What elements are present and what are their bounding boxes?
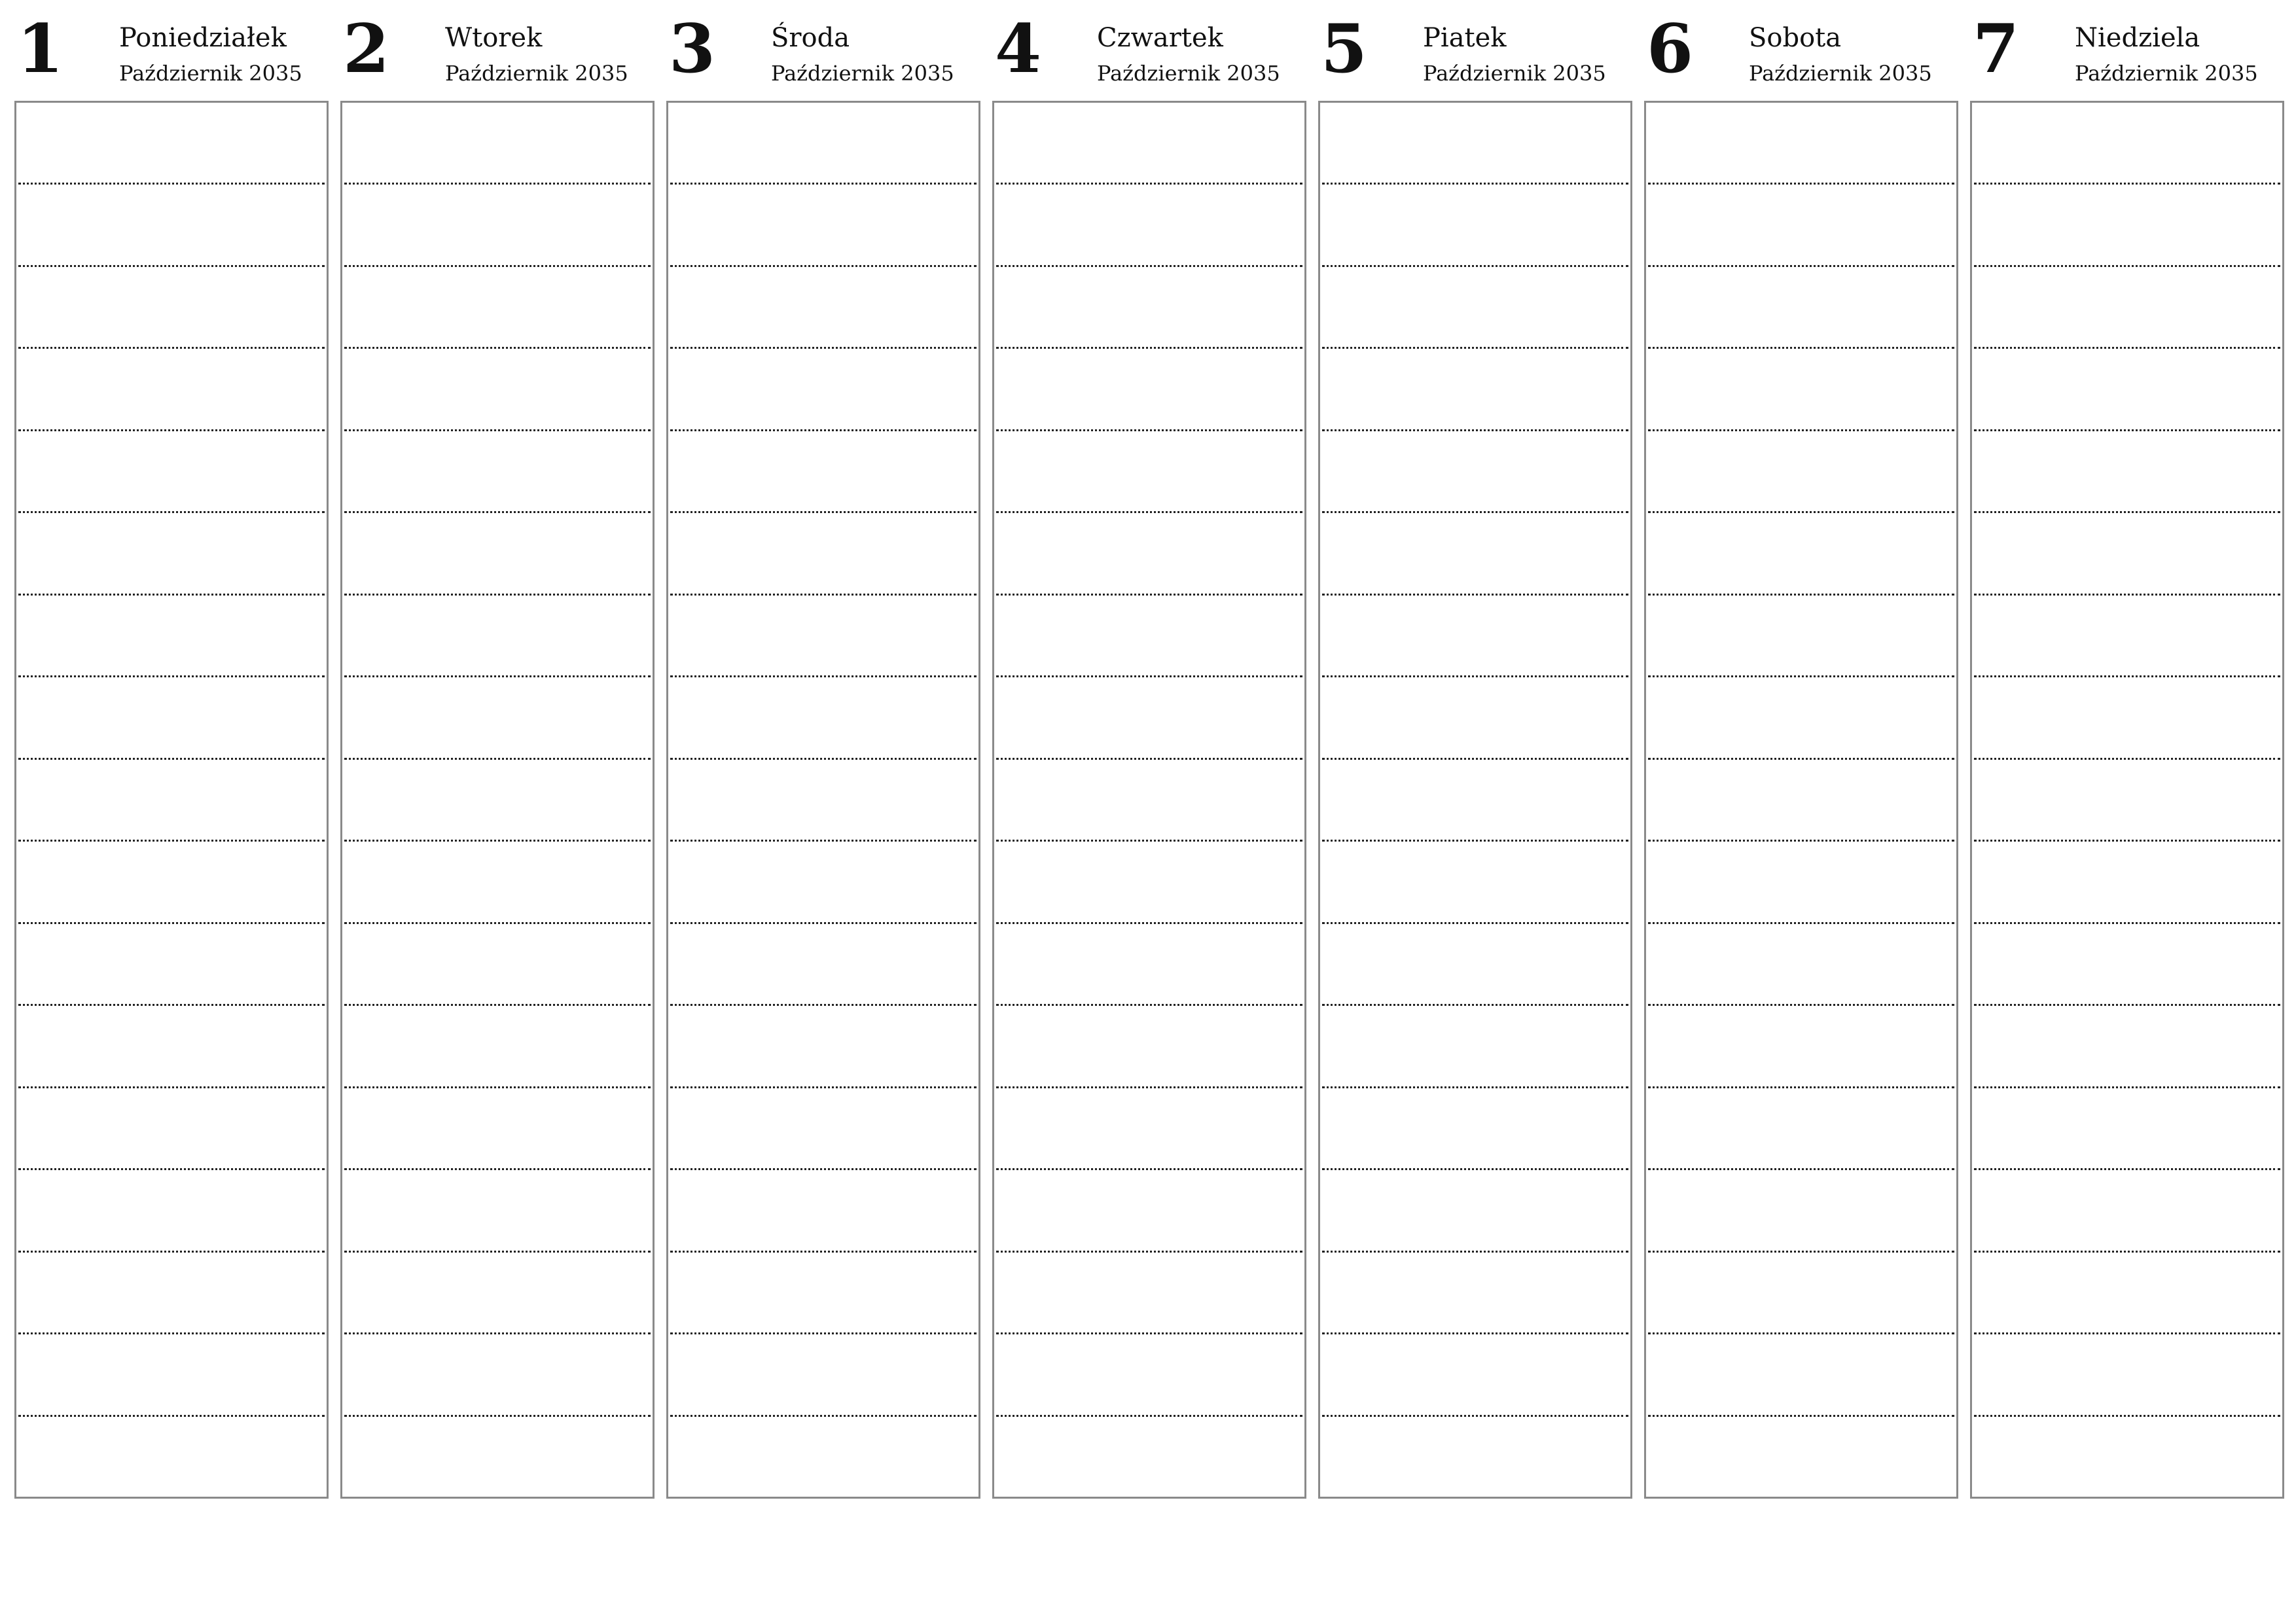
note-line[interactable] (1974, 596, 2280, 677)
note-line[interactable] (344, 513, 651, 595)
note-line[interactable] (1648, 103, 1954, 185)
day-column (1644, 12, 1957, 1499)
note-line[interactable] (18, 1334, 325, 1416)
note-line[interactable] (1648, 267, 1954, 349)
note-line[interactable] (996, 185, 1302, 266)
day-header (1644, 12, 1957, 101)
day-number: 2 (343, 10, 389, 88)
note-line[interactable] (1974, 677, 2280, 759)
note-line[interactable] (1648, 596, 1954, 677)
note-line[interactable] (1322, 1334, 1628, 1416)
note-line[interactable] (1974, 1006, 2280, 1088)
day-column (1970, 12, 2283, 1499)
note-line[interactable] (344, 1253, 651, 1334)
day-number: 7 (1973, 10, 2019, 88)
day-name: Wtorek (445, 23, 543, 53)
day-column (1318, 12, 1631, 1499)
note-line[interactable] (996, 677, 1302, 759)
weekly-planner (14, 12, 2283, 1499)
note-line[interactable] (670, 924, 977, 1006)
note-line[interactable] (1648, 677, 1954, 759)
note-line[interactable] (344, 1088, 651, 1170)
note-line[interactable] (670, 1006, 977, 1088)
note-line[interactable] (344, 103, 651, 185)
note-line[interactable] (670, 103, 977, 185)
day-month-label: Październik 2035 (2075, 61, 2258, 86)
note-line[interactable] (18, 267, 325, 349)
note-line[interactable] (1322, 1253, 1628, 1334)
note-line[interactable] (670, 677, 977, 759)
note-line[interactable] (996, 1170, 1302, 1252)
note-line[interactable] (18, 842, 325, 923)
day-name: Środa (771, 23, 850, 53)
note-line[interactable] (996, 1417, 1302, 1497)
day-name: Niedziela (2075, 23, 2200, 53)
note-line[interactable] (344, 1006, 651, 1088)
note-line[interactable] (1974, 349, 2280, 431)
note-line[interactable] (1974, 1417, 2280, 1497)
note-line[interactable] (18, 1006, 325, 1088)
note-line[interactable] (1648, 185, 1954, 266)
note-line[interactable] (1322, 1006, 1628, 1088)
note-line[interactable] (670, 760, 977, 842)
note-line[interactable] (670, 513, 977, 595)
note-line[interactable] (344, 349, 651, 431)
note-line[interactable] (670, 1417, 977, 1497)
note-line[interactable] (996, 267, 1302, 349)
day-month-label: Październik 2035 (1097, 61, 1280, 86)
note-line[interactable] (1322, 1170, 1628, 1252)
day-number: 5 (1321, 10, 1367, 88)
note-line[interactable] (1974, 1253, 2280, 1334)
day-header (340, 12, 653, 101)
note-line[interactable] (1648, 431, 1954, 513)
note-line[interactable] (996, 1006, 1302, 1088)
note-line[interactable] (344, 677, 651, 759)
note-line[interactable] (996, 349, 1302, 431)
note-line[interactable] (1974, 924, 2280, 1006)
day-number: 3 (669, 10, 715, 88)
note-line[interactable] (1648, 924, 1954, 1006)
day-column (340, 12, 653, 1499)
note-line[interactable] (18, 185, 325, 266)
day-number: 4 (995, 10, 1041, 88)
note-line[interactable] (670, 185, 977, 266)
day-notes-box[interactable] (340, 101, 655, 1499)
note-line[interactable] (18, 103, 325, 185)
note-line[interactable] (1322, 431, 1628, 513)
day-column (992, 12, 1305, 1499)
day-month-label: Październik 2035 (1423, 61, 1606, 86)
note-line[interactable] (1974, 513, 2280, 595)
note-line[interactable] (996, 103, 1302, 185)
day-notes-box[interactable] (1970, 101, 2284, 1499)
day-name: Poniedziałek (119, 23, 287, 53)
note-line[interactable] (996, 1088, 1302, 1170)
note-line[interactable] (996, 924, 1302, 1006)
note-line[interactable] (344, 760, 651, 842)
note-line[interactable] (670, 349, 977, 431)
note-line[interactable] (670, 842, 977, 923)
day-header (14, 12, 327, 101)
day-header (992, 12, 1305, 101)
note-line[interactable] (1974, 185, 2280, 266)
note-line[interactable] (344, 596, 651, 677)
note-line[interactable] (1322, 842, 1628, 923)
note-line[interactable] (18, 924, 325, 1006)
note-line[interactable] (1322, 103, 1628, 185)
note-line[interactable] (996, 1334, 1302, 1416)
day-column (666, 12, 979, 1499)
note-line[interactable] (18, 677, 325, 759)
note-line[interactable] (1648, 513, 1954, 595)
note-line[interactable] (1648, 842, 1954, 923)
note-line[interactable] (1974, 1088, 2280, 1170)
day-month-label: Październik 2035 (119, 61, 302, 86)
note-line[interactable] (1322, 677, 1628, 759)
note-line[interactable] (18, 760, 325, 842)
note-line[interactable] (344, 924, 651, 1006)
day-header (1318, 12, 1631, 101)
day-notes-box[interactable] (14, 101, 329, 1499)
day-month-label: Październik 2035 (1749, 61, 1932, 86)
note-line[interactable] (1648, 760, 1954, 842)
note-line[interactable] (1974, 842, 2280, 923)
note-line[interactable] (1322, 596, 1628, 677)
note-line[interactable] (344, 1334, 651, 1416)
day-header (666, 12, 979, 101)
note-line[interactable] (18, 596, 325, 677)
note-line[interactable] (18, 1170, 325, 1252)
note-line[interactable] (1974, 760, 2280, 842)
note-line[interactable] (670, 1334, 977, 1416)
note-line[interactable] (1974, 267, 2280, 349)
note-line[interactable] (18, 1253, 325, 1334)
note-line[interactable] (670, 1088, 977, 1170)
note-line[interactable] (18, 1417, 325, 1497)
day-name: Sobota (1749, 23, 1842, 53)
note-line[interactable] (1322, 349, 1628, 431)
note-line[interactable] (18, 513, 325, 595)
note-line[interactable] (670, 1170, 977, 1252)
note-line[interactable] (1648, 1417, 1954, 1497)
note-line[interactable] (1648, 349, 1954, 431)
note-line[interactable] (1648, 1253, 1954, 1334)
day-number: 6 (1647, 10, 1693, 88)
day-month-label: Październik 2035 (771, 61, 954, 86)
note-line[interactable] (996, 1253, 1302, 1334)
note-line[interactable] (344, 1170, 651, 1252)
note-line[interactable] (344, 842, 651, 923)
note-line[interactable] (1648, 1334, 1954, 1416)
note-line[interactable] (344, 185, 651, 266)
note-line[interactable] (1322, 185, 1628, 266)
day-number: 1 (17, 10, 63, 88)
note-line[interactable] (996, 513, 1302, 595)
note-line[interactable] (670, 431, 977, 513)
note-line[interactable] (1322, 1088, 1628, 1170)
note-line[interactable] (1322, 760, 1628, 842)
day-column (14, 12, 327, 1499)
day-notes-box[interactable] (666, 101, 980, 1499)
day-notes-box[interactable] (992, 101, 1306, 1499)
note-line[interactable] (1974, 1170, 2280, 1252)
note-line[interactable] (670, 267, 977, 349)
note-line[interactable] (1322, 1417, 1628, 1497)
day-notes-box[interactable] (1318, 101, 1632, 1499)
note-line[interactable] (1322, 267, 1628, 349)
note-line[interactable] (1648, 1006, 1954, 1088)
day-name: Piatek (1423, 23, 1507, 53)
day-month-label: Październik 2035 (445, 61, 628, 86)
note-line[interactable] (18, 1088, 325, 1170)
note-line[interactable] (996, 596, 1302, 677)
note-line[interactable] (344, 431, 651, 513)
note-line[interactable] (996, 760, 1302, 842)
note-line[interactable] (1322, 513, 1628, 595)
note-line[interactable] (670, 1253, 977, 1334)
note-line[interactable] (344, 1417, 651, 1497)
note-line[interactable] (1648, 1088, 1954, 1170)
note-line[interactable] (1648, 1170, 1954, 1252)
note-line[interactable] (996, 431, 1302, 513)
day-notes-box[interactable] (1644, 101, 1958, 1499)
note-line[interactable] (1974, 431, 2280, 513)
note-line[interactable] (996, 842, 1302, 923)
day-name: Czwartek (1097, 23, 1223, 53)
note-line[interactable] (1974, 1334, 2280, 1416)
note-line[interactable] (1322, 924, 1628, 1006)
note-line[interactable] (344, 267, 651, 349)
note-line[interactable] (18, 349, 325, 431)
note-line[interactable] (18, 431, 325, 513)
day-header (1970, 12, 2283, 101)
note-line[interactable] (670, 596, 977, 677)
note-line[interactable] (1974, 103, 2280, 185)
